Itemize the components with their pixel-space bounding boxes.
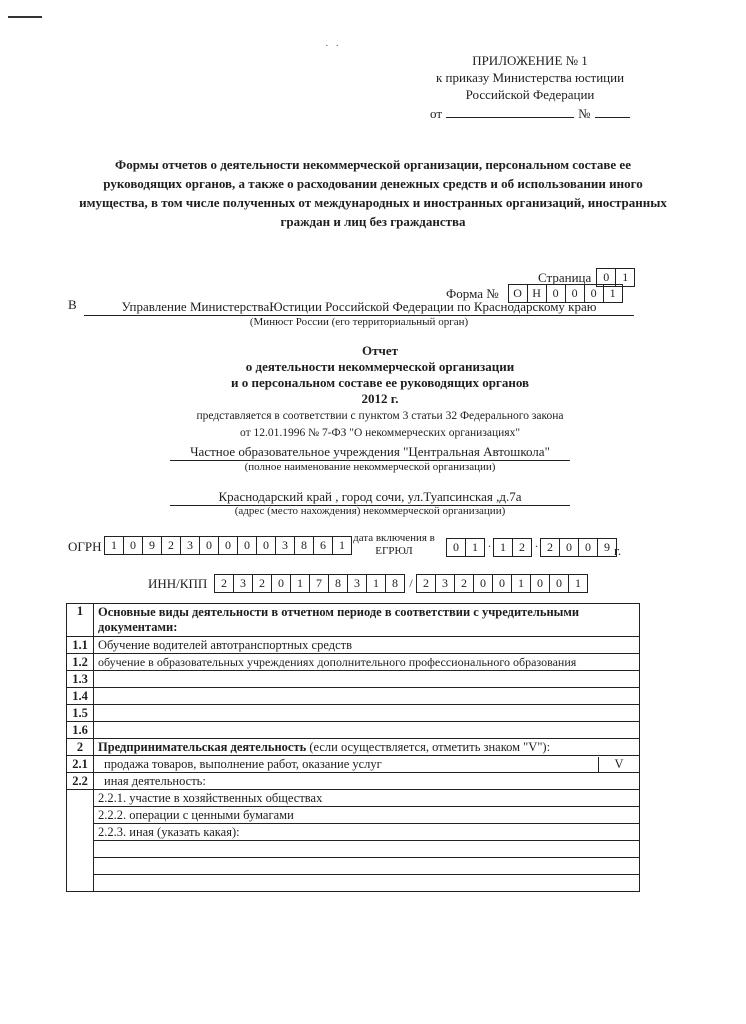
inn-digit: 8 xyxy=(385,574,405,593)
date-digit: 1 xyxy=(465,538,485,557)
forms-title: Формы отчетов о деятельности некоммерческой организации, персональном составе ее руководящих органов, а также о расходовании денежных средств и об использовании иного имущества, в том числе полученных от международных и иностранных организаций, иностранных граждан и лиц без гражданства xyxy=(79,157,667,229)
ogrn-digit: 1 xyxy=(104,536,124,555)
appendix-header xyxy=(430,52,630,122)
row-text xyxy=(94,705,640,722)
appendix-title: ПРИЛОЖЕНИЕ № 1 xyxy=(472,53,588,68)
organization-address: Краснодарский край , город сочи, ул.Туапсинская ,д.7а xyxy=(170,488,570,506)
egrul-date-label-line2: ЕГРЮЛ xyxy=(375,545,413,557)
row-text xyxy=(94,722,640,739)
ogrn-digit: 0 xyxy=(237,536,257,555)
blank-row xyxy=(94,858,640,875)
section-2-number: 2 xyxy=(67,739,94,756)
appendix-order-line: к приказу Министерства юстиции xyxy=(435,70,625,85)
date-digit: 0 xyxy=(559,538,579,557)
section-1-number: 1 xyxy=(67,604,94,637)
table-row xyxy=(67,807,640,824)
date-separator: · xyxy=(487,539,492,553)
row-number: 1.6 xyxy=(67,722,94,739)
row-number: 1.3 xyxy=(67,671,94,688)
ogrn-digit: 3 xyxy=(180,536,200,555)
form-digit: 0 xyxy=(584,284,604,303)
kpp-digit: 0 xyxy=(530,574,550,593)
kpp-digit: 0 xyxy=(549,574,569,593)
row-number-empty xyxy=(67,875,94,892)
report-title-line1: Отчет xyxy=(362,343,398,358)
appendix-ministry-line: Российской Федерации xyxy=(465,87,595,102)
page-digit: 1 xyxy=(615,268,635,287)
sub-row-text: 2.2.2. операции с ценными бумагами xyxy=(94,807,640,824)
inn-kpp-boxes xyxy=(215,574,588,593)
row-number-empty xyxy=(67,824,94,841)
row-text: Обучение водителей автотранспортных средств xyxy=(94,637,640,654)
ogrn-digit: 0 xyxy=(123,536,143,555)
report-year: 2012 г. xyxy=(361,391,399,406)
egrul-date-suffix: г. xyxy=(614,543,622,558)
egrul-date-boxes xyxy=(447,538,617,557)
table-row xyxy=(67,637,640,654)
row-number-empty xyxy=(67,790,94,807)
law-line1: представляется в соответствии с пунктом 3 статьи 32 Федерального закона xyxy=(196,410,564,422)
form-digit: 0 xyxy=(546,284,566,303)
organization-name-caption: (полное наименование некоммерческой организации) xyxy=(244,461,496,473)
page-label: Страница xyxy=(538,269,592,285)
appendix-number-label: № xyxy=(578,106,591,121)
kpp-digit: 0 xyxy=(473,574,493,593)
date-separator: · xyxy=(534,539,539,553)
row-number: 2.1 xyxy=(67,756,94,773)
appendix-number-blank xyxy=(595,103,630,118)
table-row xyxy=(67,722,640,739)
organization-name: Частное образовательное учреждения "Центральная Автошкола" xyxy=(170,443,570,461)
ogrn-digit: 3 xyxy=(275,536,295,555)
row-number: 2.2 xyxy=(67,773,94,790)
appendix-date-number-line xyxy=(430,103,630,122)
kpp-digit: 0 xyxy=(492,574,512,593)
kpp-digit: 2 xyxy=(454,574,474,593)
ogrn-digit: 0 xyxy=(256,536,276,555)
kpp-digit: 1 xyxy=(511,574,531,593)
blank-row xyxy=(94,841,640,858)
form-label: Форма № xyxy=(446,285,499,301)
ogrn-digit: 6 xyxy=(313,536,333,555)
ogrn-digit: 2 xyxy=(161,536,181,555)
kpp-digit: 1 xyxy=(568,574,588,593)
date-digit: 0 xyxy=(446,538,466,557)
table-row xyxy=(67,654,640,671)
form-digit: О xyxy=(508,284,528,303)
ogrn-digit: 0 xyxy=(199,536,219,555)
inn-digit: 7 xyxy=(309,574,329,593)
ogrn-digit: 0 xyxy=(218,536,238,555)
date-digit: 1 xyxy=(493,538,513,557)
table-row xyxy=(67,773,640,790)
row-2-1-check-mark: V xyxy=(598,757,639,772)
ogrn-digit-boxes xyxy=(105,536,352,555)
section-2-header-row xyxy=(67,739,640,756)
inn-digit: 1 xyxy=(366,574,386,593)
table-row xyxy=(67,875,640,892)
table-row xyxy=(67,756,640,773)
table-row xyxy=(67,705,640,722)
table-row xyxy=(67,824,640,841)
law-line2: от 12.01.1996 № 7-ФЗ "О некоммерческих организациях" xyxy=(239,427,521,439)
inn-digit: 2 xyxy=(214,574,234,593)
inn-digit: 0 xyxy=(271,574,291,593)
inn-digit: 1 xyxy=(290,574,310,593)
table-row xyxy=(67,688,640,705)
recipient-value: Управление МинистерстваЮстиции Российской Федерации по Краснодарскому краю xyxy=(84,298,634,316)
page-digit: 0 xyxy=(596,268,616,287)
date-digit: 2 xyxy=(540,538,560,557)
report-law-reference xyxy=(120,408,640,442)
inn-digit: 8 xyxy=(328,574,348,593)
kpp-digit: 3 xyxy=(435,574,455,593)
date-digit: 2 xyxy=(512,538,532,557)
egrul-date-label xyxy=(345,532,443,558)
row-number: 1.2 xyxy=(67,654,94,671)
row-number: 1.1 xyxy=(67,637,94,654)
kpp-digit: 2 xyxy=(416,574,436,593)
row-text: иная деятельность: xyxy=(94,773,640,790)
row-number-empty xyxy=(67,858,94,875)
row-text: продажа товаров, выполнение работ, оказание услуг xyxy=(104,756,382,771)
appendix-date-blank xyxy=(446,103,574,118)
section-1-title: Основные виды деятельности в отчетном периоде в соответствии с учредительными документами: xyxy=(94,604,640,637)
date-digit: 0 xyxy=(578,538,598,557)
table-row xyxy=(67,790,640,807)
row-number-empty xyxy=(67,807,94,824)
section-1-header-row xyxy=(67,604,640,637)
row-text xyxy=(94,671,640,688)
ogrn-label: ОГРН xyxy=(68,539,102,554)
ogrn-digit: 1 xyxy=(332,536,352,555)
table-row xyxy=(67,671,640,688)
row-text xyxy=(94,688,640,705)
ogrn-digit: 9 xyxy=(142,536,162,555)
inn-digit: 2 xyxy=(252,574,272,593)
activities-table xyxy=(66,603,640,892)
date-digit: 9 xyxy=(597,538,617,557)
scan-corner-mark xyxy=(8,16,42,18)
scan-dots: · · xyxy=(325,40,342,52)
organization-address-caption: (адрес (место нахождения) некоммерческой организации) xyxy=(234,505,506,517)
row-number-empty xyxy=(67,841,94,858)
sub-row-text: 2.2.1. участие в хозяйственных обществах xyxy=(94,790,640,807)
report-title-line2: о деятельности некоммерческой организации xyxy=(245,359,515,374)
row-2-1-cell xyxy=(94,756,640,773)
row-text: обучение в образовательных учреждениях дополнительного профессионального образования xyxy=(94,654,640,671)
inn-digit: 3 xyxy=(233,574,253,593)
sub-row-text: 2.2.3. иная (указать какая): xyxy=(94,824,640,841)
row-number: 1.5 xyxy=(67,705,94,722)
inn-kpp-label: ИНН/КПП xyxy=(148,576,208,591)
form-digit: 0 xyxy=(565,284,585,303)
table-row xyxy=(67,841,640,858)
appendix-from-label: от xyxy=(430,106,443,121)
egrul-date-label-line1: дата включения в xyxy=(353,532,435,544)
blank-row xyxy=(94,875,640,892)
section-2-title-bold: Предпринимательская деятельность xyxy=(98,739,307,754)
recipient-prefix: В xyxy=(68,297,77,312)
inn-kpp-separator: / xyxy=(409,576,413,590)
ogrn-digit: 8 xyxy=(294,536,314,555)
table-row xyxy=(67,858,640,875)
report-title xyxy=(150,343,610,407)
recipient-caption: (Минюст России (его территориальный орган) xyxy=(249,316,469,328)
inn-digit: 3 xyxy=(347,574,367,593)
form-digit: Н xyxy=(527,284,547,303)
form-digit: 1 xyxy=(603,284,623,303)
section-2-title xyxy=(94,739,640,756)
report-title-line3: и о персональном составе ее руководящих органов xyxy=(230,375,530,390)
section-2-title-rest: (если осуществляется, отметить знаком "V"): xyxy=(306,739,551,754)
row-number: 1.4 xyxy=(67,688,94,705)
